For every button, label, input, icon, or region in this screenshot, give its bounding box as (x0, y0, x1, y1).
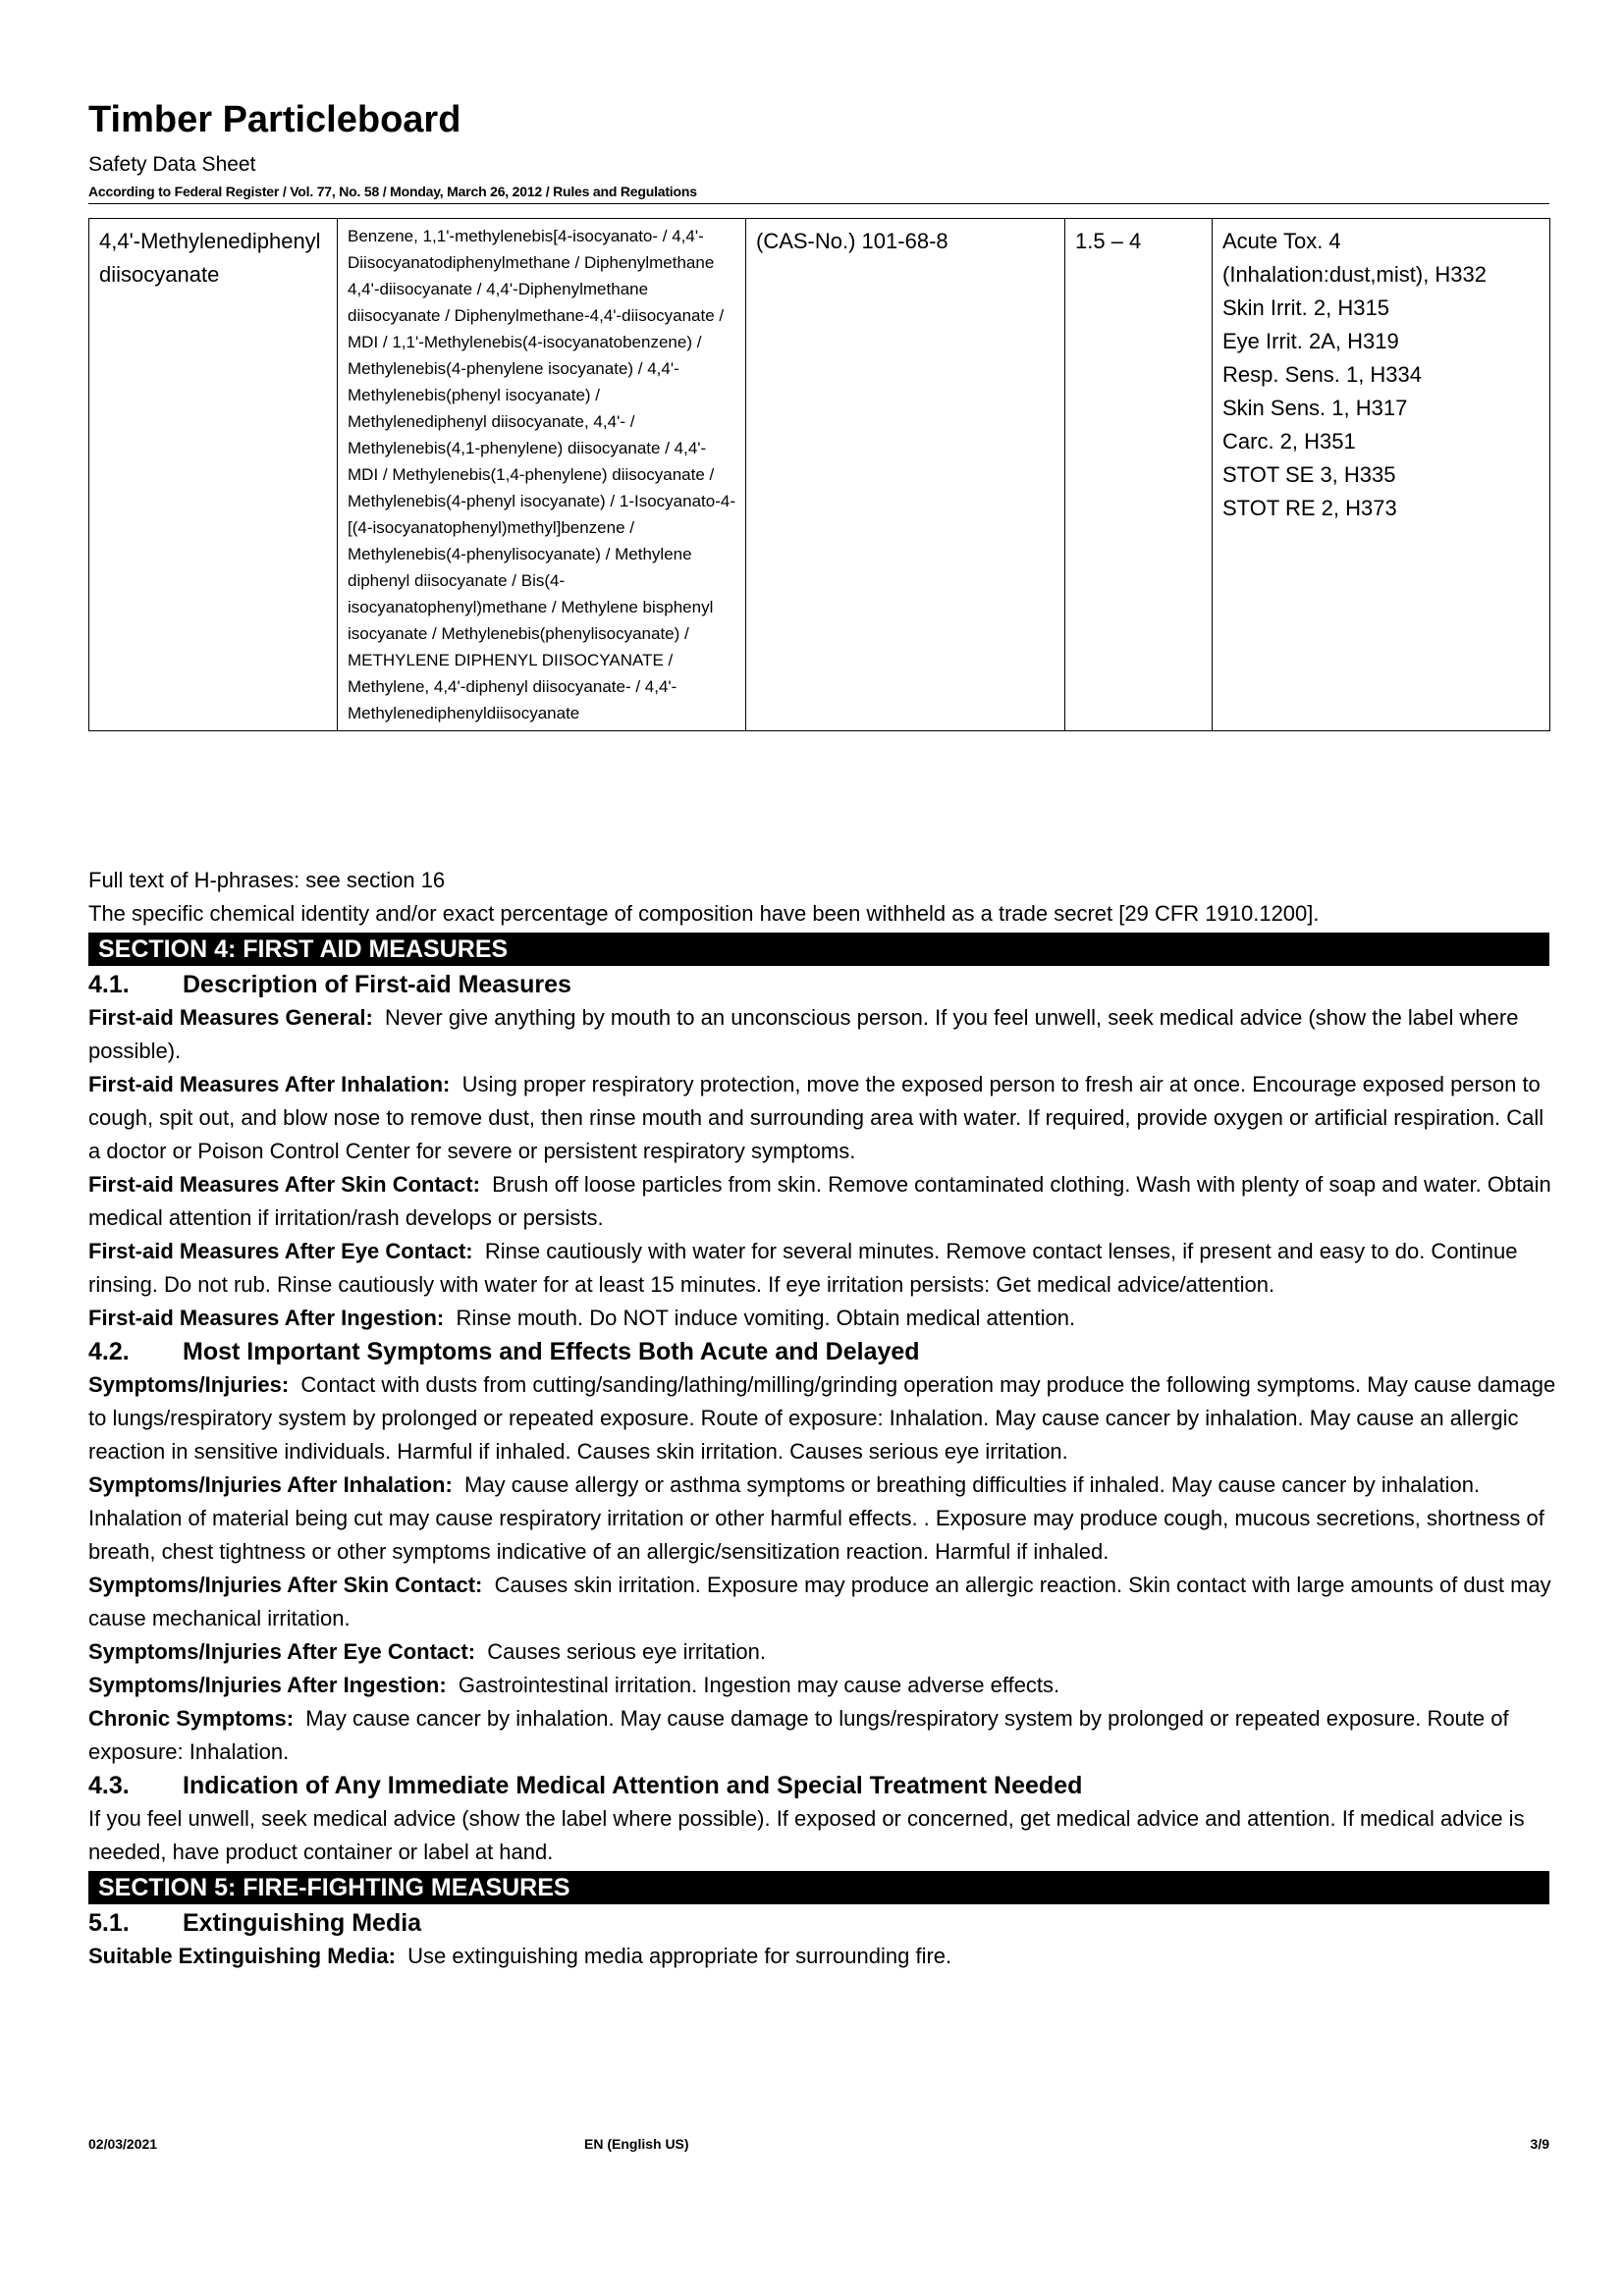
percent-range: 1.5 – 4 (1065, 219, 1213, 731)
table-row (89, 219, 1550, 731)
classification-item: Resp. Sens. 1, H334 (1222, 362, 1423, 387)
document-subtitle: Safety Data Sheet (88, 153, 256, 176)
classification-item: (Inhalation:dust,mist), H332 (1222, 262, 1488, 287)
field-text: Rinse cautiously with water for several minutes. Remove contact lenses, if present and easy to do. Continue rinsing. Do not rub. Rinse cautiously with water for at least 15 minutes. If eye irritation persists: Get medical advice/attention. (88, 1239, 1518, 1297)
footer-date: 02/03/2021 (88, 2136, 158, 2152)
substance-name: 4,4'-Methylenediphenyl diisocyanate (89, 219, 338, 731)
field-text: Never give anything by mouth to an unconscious person. If you feel unwell, seek medical advice (show the label where possible). (88, 1005, 1519, 1063)
subsection-number: 4.3. (88, 1772, 130, 1799)
section-5-header: SECTION 5: FIRE-FIGHTING MEASURES (88, 1871, 1549, 1904)
classification-item: Skin Irrit. 2, H315 (1222, 295, 1389, 320)
classification-item: Skin Sens. 1, H317 (1222, 396, 1408, 420)
suitable-extinguishing-media (88, 1940, 1561, 1973)
ghs-classification (1213, 219, 1550, 731)
subsection-title: Most Important Symptoms and Effects Both Acute and Delayed (183, 1338, 920, 1365)
document-title: Timber Particleboard (88, 99, 461, 140)
medical-attention-text: If you feel unwell, seek medical advice (show the label where possible). If exposed or concerned, get medical advice and attention. If medical advice is needed, have product container or label at hand. (88, 1806, 1525, 1864)
subsection-4-2 (88, 1335, 1561, 1368)
footer-page-number: 3/9 (1530, 2136, 1549, 2152)
subsection-number: 4.2. (88, 1338, 130, 1365)
field-text: May cause cancer by inhalation. May cause damage to lungs/respiratory system by prolonged or repeated exposure. Route of exposure: Inhalation. (88, 1706, 1509, 1764)
field-text: Using proper respiratory protection, move the exposed person to fresh air at once. Encourage exposed person to cough, spit out, and blow nose to remove dust, then rinse mouth and surrounding area with water. If required, provide oxygen or artificial respiration. Call a doctor or Poison Control Center for severe or persistent respiratory symptoms. (88, 1072, 1544, 1163)
header-divider (88, 203, 1549, 204)
cas-number: (CAS-No.) 101-68-8 (746, 219, 1065, 731)
field-label: Suitable Extinguishing Media: (88, 1944, 396, 1968)
substance-synonyms: Benzene, 1,1'-methylenebis[4-isocyanato- / 4,4'-Diisocyanatodiphenylmethane / Diphenylmethane 4,4'-diisocyanate / 4,4'-Diphenylmethane diisocyanate / Diphenylmethane-4,4'-diisocyanate / MDI / 1,1'-Methylenebis(4-isocyanatobenzene) / Methylenebis(4-phenylene isocyanate) / 4,4'-Methylenebis(phenyl isocyanate) / Methylenediphenyl diisocyanate, 4,4'- / Methylenebis(4,1-phenylene) diisocyanate / 4,4'-MDI / Methylenebis(1,4-phenylene) diisocyanate / Methylenebis(4-phenyl isocyanate) / 1-Isocyanato-4-[(4-isocyanatophenyl)methyl]benzene / Methylenebis(4-phenylisocyanate) / Methylene diphenyl diisocyanate / Bis(4-isocyanatophenyl)methane / Methylene bisphenyl isocyanate / Methylenebis(phenylisocyanate) / METHYLENE DIPHENYL DIISOCYANATE / Methylene, 4,4'-diphenyl diisocyanate- / 4,4'-Methylenediphenyldiisocyanate (338, 219, 746, 731)
field-label: First-aid Measures General: (88, 1005, 373, 1030)
field-label: First-aid Measures After Inhalation: (88, 1072, 451, 1096)
field-text: Contact with dusts from cutting/sanding/lathing/milling/grinding operation may produce the following symptoms. May cause damage to lungs/respiratory system by prolonged or repeated exposure. Route of exposure: Inhalation. May cause cancer by inhalation. May cause an allergic reaction in sensitive individuals. Harmful if inhaled. Causes skin irritation. Causes serious eye irritation. (88, 1372, 1556, 1464)
field-text: Brush off loose particles from skin. Remove contaminated clothing. Wash with plenty of soap and water. Obtain medical attention if irritation/rash develops or persists. (88, 1172, 1551, 1230)
field-text: May cause allergy or asthma symptoms or breathing difficulties if inhaled. May cause cancer by inhalation. Inhalation of material being cut may cause respiratory irritation or other harmful effects. . Exposure may produce cough, mucous secretions, shortness of breath, chest tightness or other symptoms indicative of an allergic/sensitization reaction. Harmful if inhaled. (88, 1472, 1544, 1564)
subsection-4-3 (88, 1769, 1561, 1802)
first-aid-general (88, 1001, 1561, 1068)
footer-language: EN (English US) (584, 2136, 689, 2152)
field-label: Symptoms/Injuries After Skin Contact: (88, 1573, 483, 1597)
subsection-title: Extinguishing Media (183, 1909, 422, 1937)
field-label: First-aid Measures After Skin Contact: (88, 1172, 480, 1197)
field-text: Use extinguishing media appropriate for surrounding fire. (407, 1944, 952, 1968)
field-text: Gastrointestinal irritation. Ingestion may cause adverse effects. (458, 1673, 1060, 1697)
field-label: First-aid Measures After Eye Contact: (88, 1239, 473, 1263)
subsection-number: 4.1. (88, 971, 130, 998)
classification-item: Eye Irrit. 2A, H319 (1222, 329, 1399, 353)
first-aid-skin (88, 1168, 1561, 1235)
field-label: Symptoms/Injuries After Eye Contact: (88, 1639, 476, 1664)
first-aid-eye (88, 1235, 1561, 1302)
symptoms-skin (88, 1569, 1561, 1635)
symptoms-ingestion (88, 1669, 1561, 1702)
symptoms-general (88, 1368, 1561, 1468)
field-label: Symptoms/Injuries After Ingestion: (88, 1673, 447, 1697)
subsection-title: Indication of Any Immediate Medical Attention and Special Treatment Needed (183, 1772, 1083, 1799)
hphrases-note: Full text of H-phrases: see section 16 (88, 868, 446, 892)
field-text: Causes skin irritation. Exposure may produce an allergic reaction. Skin contact with large amounts of dust may cause mechanical irritation. (88, 1573, 1551, 1630)
classification-item: Carc. 2, H351 (1222, 429, 1356, 454)
symptoms-eye (88, 1635, 1561, 1669)
field-label: Symptoms/Injuries After Inhalation: (88, 1472, 453, 1497)
field-text: Causes serious eye irritation. (487, 1639, 766, 1664)
field-text: Rinse mouth. Do NOT induce vomiting. Obtain medical attention. (456, 1306, 1076, 1330)
subsection-5-1 (88, 1906, 1561, 1940)
subsection-title: Description of First-aid Measures (183, 971, 571, 998)
chronic-symptoms (88, 1702, 1561, 1769)
first-aid-ingestion (88, 1302, 1561, 1335)
field-label: Chronic Symptoms: (88, 1706, 295, 1731)
document-body (88, 864, 1561, 1973)
classification-item: STOT RE 2, H373 (1222, 496, 1397, 520)
symptoms-inhalation (88, 1468, 1561, 1569)
subsection-4-1 (88, 968, 1561, 1001)
first-aid-inhalation (88, 1068, 1561, 1168)
classification-item: Acute Tox. 4 (1222, 229, 1341, 253)
classification-item: STOT SE 3, H335 (1222, 462, 1396, 487)
field-label: Symptoms/Injuries: (88, 1372, 290, 1397)
composition-table (88, 218, 1550, 731)
trade-secret-note: The specific chemical identity and/or exact percentage of composition have been withheld as a trade secret [29 CFR 1910.1200]. (88, 901, 1320, 926)
section-4-header: SECTION 4: FIRST AID MEASURES (88, 933, 1549, 966)
subsection-number: 5.1. (88, 1909, 130, 1937)
field-label: First-aid Measures After Ingestion: (88, 1306, 445, 1330)
regulation-line: According to Federal Register / Vol. 77, No. 58 / Monday, March 26, 2012 / Rules and Regulations (88, 184, 697, 199)
